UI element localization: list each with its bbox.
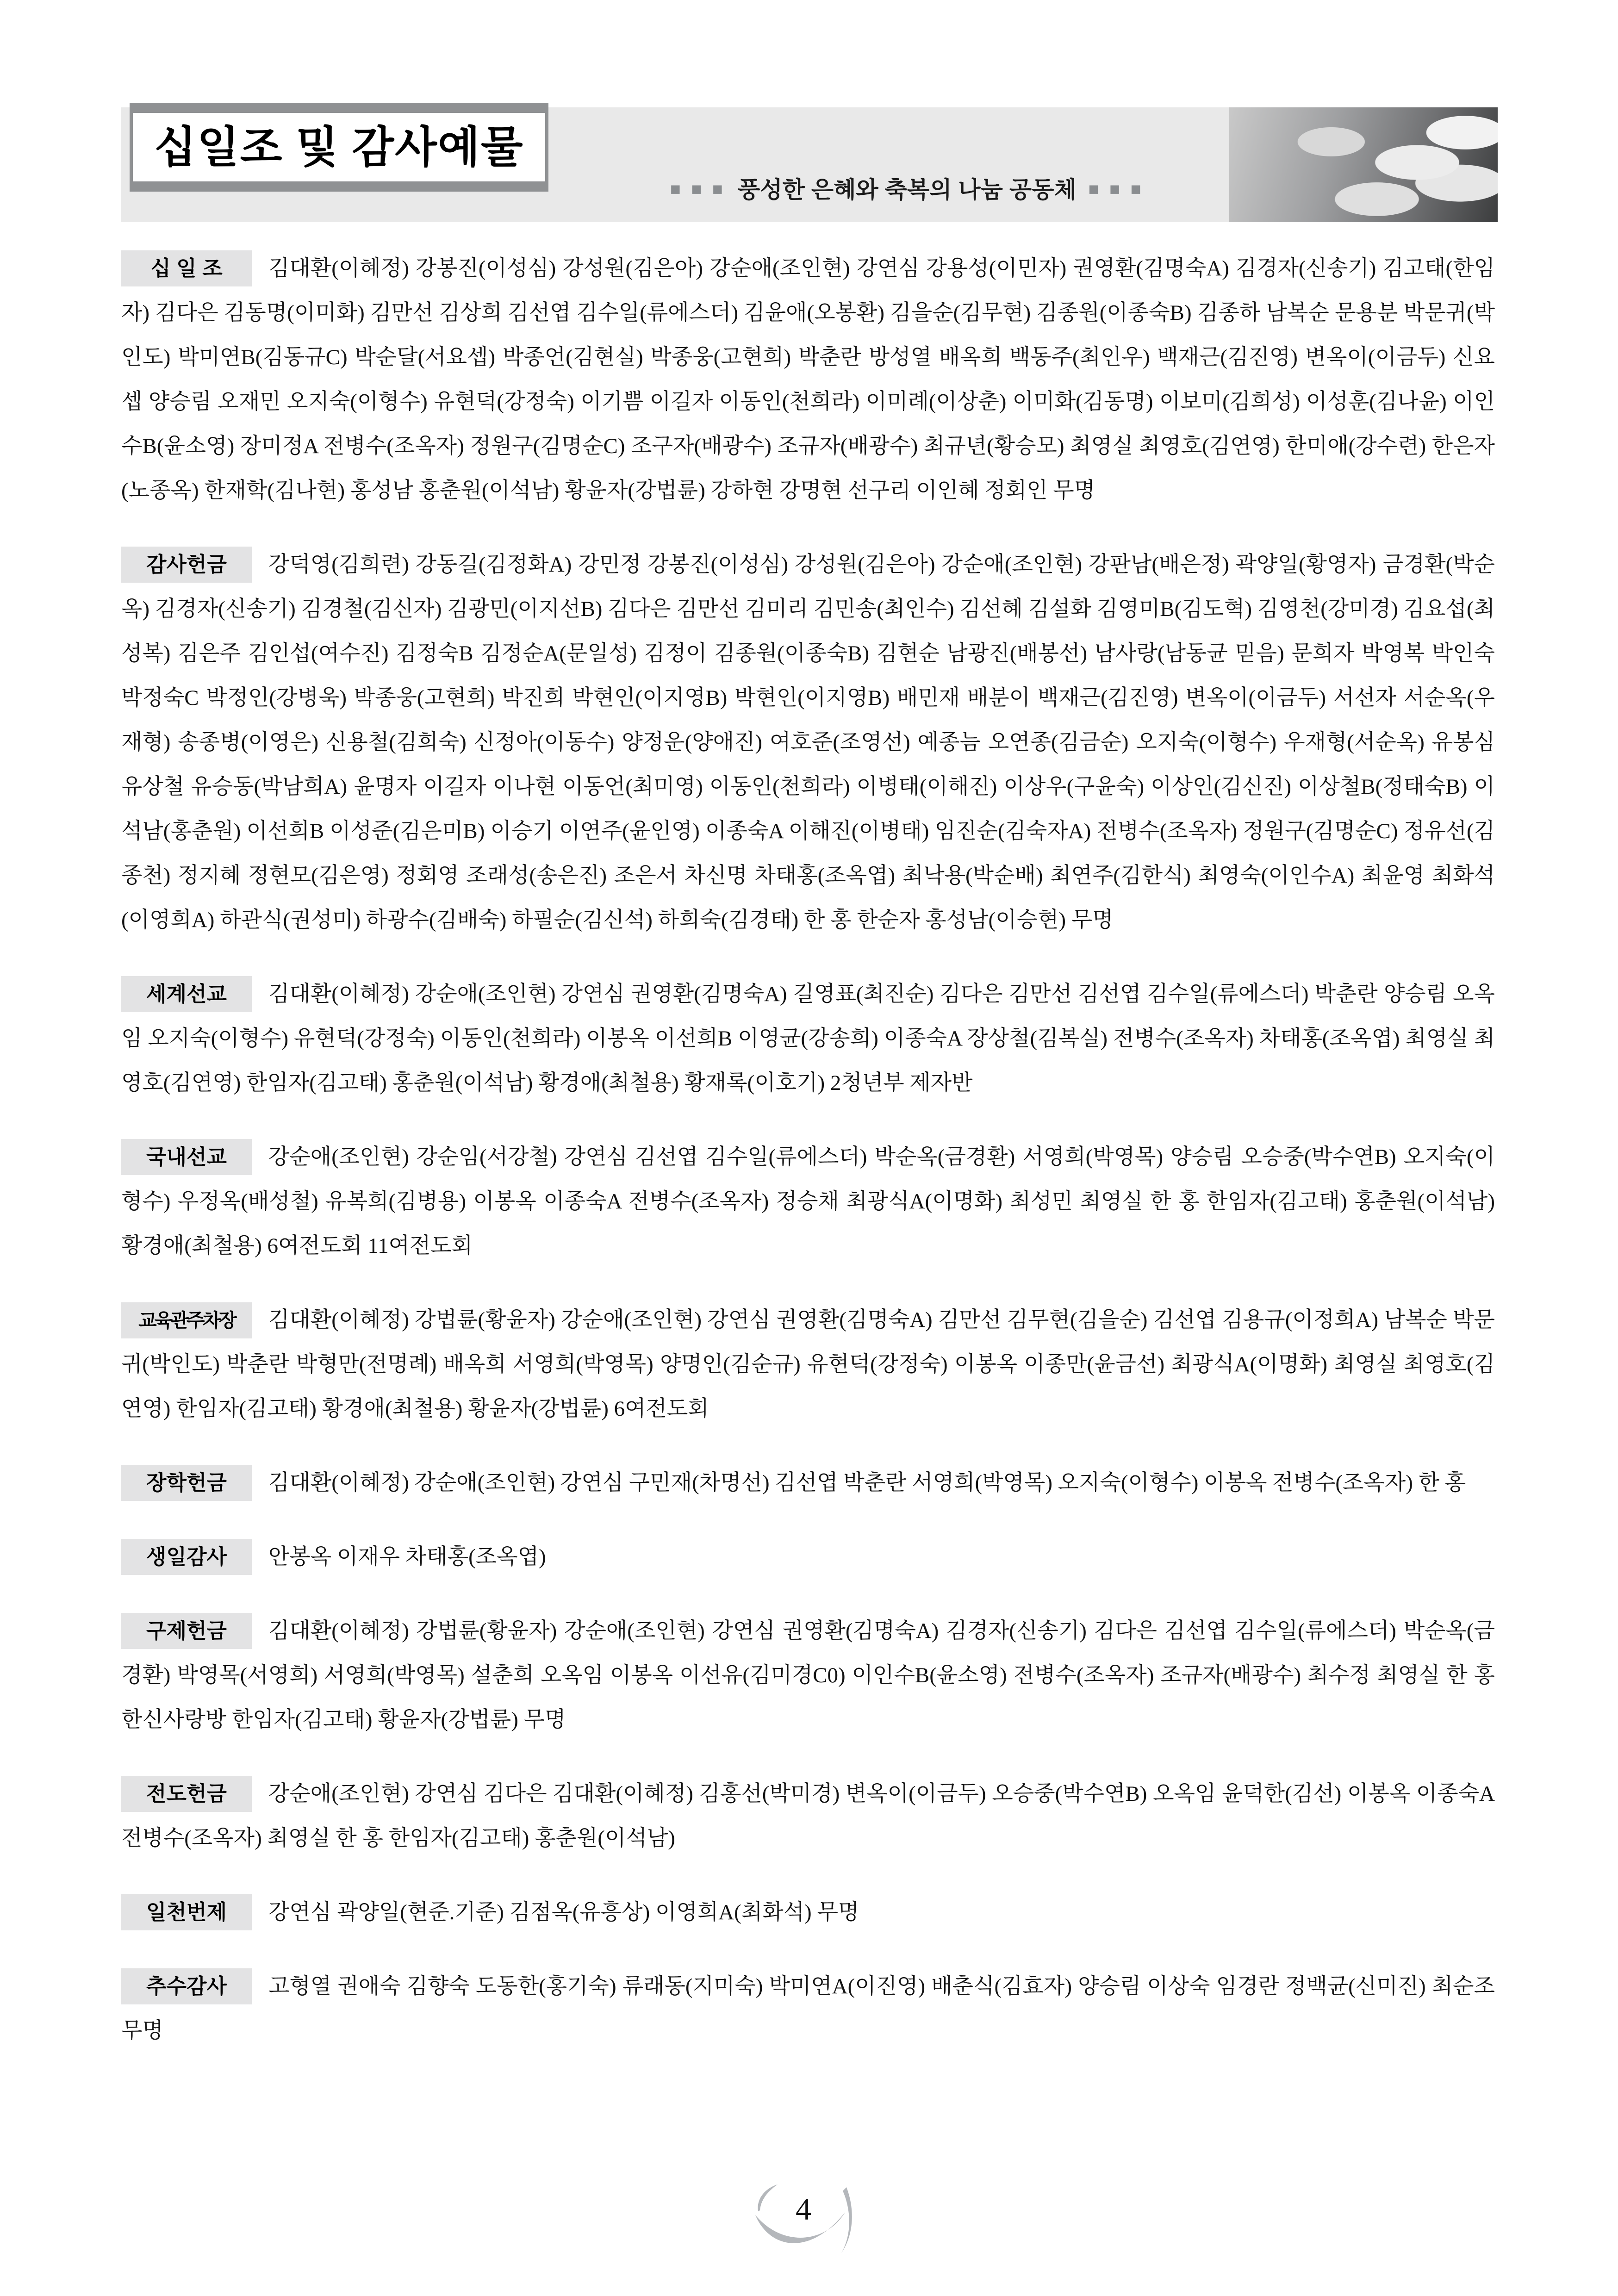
section-label: 국내선교 <box>121 1139 252 1175</box>
section-label: 추수감사 <box>121 1968 252 2004</box>
section-label: 감사헌금 <box>121 547 252 583</box>
section-label: 구제헌금 <box>121 1613 252 1649</box>
offering-section <box>121 1298 1495 1431</box>
section-label: 십 일 조 <box>121 250 252 286</box>
page-subtitle <box>658 171 1156 205</box>
section-names: 김대환(이혜정) 강순애(조인현) 강연심 구민재(차명선) 김선엽 박춘란 서영희(박영목) 오지숙(이형수) 이봉옥 전병수(조옥자) 한 홍 <box>268 1471 1466 1495</box>
section-names: 김대환(이혜정) 강봉진(이성심) 강성원(김은아) 강순애(조인현) 강연심 강용성(이민자) 권영환(김명숙A) 김경자(신송기) 김고태(한임자) 김다은 김동명(이미화) 김만선 김상희 김선엽 김수일(류에스더) 김윤애(오봉환) 김을순(김무현) 김종원(이종숙B) 김종하 남복순 문용분 박문귀(박인도) 박미연B(김동규C) 박순달(서요셉) 박종언(김현실) 박종웅(고현희) 박춘란 방성열 배옥희 백동주(최인우) 백재근(김진영) 변옥이(이금두) 신요셉 양승림 오재민 오지숙(이형수) 유현덕(강정숙) 이기쁨 이길자 이동인(천희라) 이미례(이상춘) 이미화(김동명) 이보미(김희성) 이성훈(김나윤) 이인수B(윤소영) 장미정A 전병수(조옥자) 정원구(김명순C) 조구자(배광수) 조규자(배광수) 최규년(황승모) 최영실 최영호(김연영) 한미애(강수련) 한은자(노종옥) 한재학(김나현) 홍성남 홍춘원(이석남) 황윤자(강법륜) 강하현 강명현 선구리 이인혜 정회인 무명 <box>121 256 1495 503</box>
page-header <box>121 107 1498 222</box>
offering-section <box>121 246 1495 513</box>
offering-list <box>121 246 1495 2083</box>
offering-section <box>121 1535 1495 1579</box>
section-names: 김대환(이혜정) 강법륜(황윤자) 강순애(조인현) 강연심 권영환(김명숙A) 김만선 김무현(김을순) 김선엽 김용규(이정희A) 남복순 박문귀(박인도) 박춘란 박형만(전명례) 배옥희 서영희(박영목) 양명인(김순규) 유현덕(강정숙) 이봉옥 이종만(윤금선) 최광식A(이명화) 최영실 최영호(김연영) 한임자(김고태) 황경애(최철용) 황윤자(강법륜) 6여전도회 <box>121 1308 1495 1421</box>
section-label: 교육관주차장 <box>121 1302 252 1338</box>
section-names: 강덕영(김희련) 강동길(김정화A) 강민정 강봉진(이성심) 강성원(김은아) 강순애(조인현) 강판남(배은정) 곽양일(황영자) 금경환(박순옥) 김경자(신송기) 김경철(김신자) 김광민(이지선B) 김다은 김만선 김미리 김민송(최인수) 김선혜 김설화 김영미B(김도혁) 김영천(강미경) 김요섭(최성복) 김은주 김인섭(여수진) 김정숙B 김정순A(문일성) 김정이 김종원(이종숙B) 김현순 남광진(배봉선) 남사랑(남동균 믿음) 문희자 박영복 박인숙 박정숙C 박정인(강병욱) 박종웅(고현희) 박진희 박현인(이지영B) 박현인(이지영B) 배민재 배분이 백재근(김진영) 변옥이(이금두) 서선자 서순옥(우재형) 송종병(이영은) 신용철(김희숙) 신정아(이동수) 양정운(양애진) 여호준(조영선) 예종늠 오연종(김금순) 오지숙(이형수) 우재형(서순옥) 유봉심 유상철 유승동(박남희A) 윤명자 이길자 이나현 이동언(최미영) 이동인(천희라) 이병태(이해진) 이상우(구윤숙) 이상인(김신진) 이상철B(정태숙B) 이석남(홍춘원) 이선희B 이성준(김은미B) 이승기 이연주(윤인영) 이종숙A 이해진(이병태) 임진순(김숙자A) 전병수(조옥자) 정원구(김명순C) 정유선(김종천) 정지혜 정현모(김은영) 정회영 조래성(송은진) 조은서 차신명 차태홍(조옥엽) 최낙용(박순배) 최연주(김한식) 최영숙(이인수A) 최윤영 최화석(이영희A) 하관식(권성미) 하광수(김배숙) 하필순(김신석) 하희숙(김경태) 한 홍 한순자 홍성남(이승현) 무명 <box>121 553 1495 932</box>
page-title: 십일조 및 감사예물 <box>154 123 524 171</box>
section-names: 고형열 권애숙 김향숙 도동한(홍기숙) 류래동(지미숙) 박미연A(이진영) 배춘식(김효자) 양승림 이상숙 임경란 정백균(신미진) 최순조 무명 <box>121 1974 1495 2043</box>
page-title-box <box>130 103 548 192</box>
page-footer <box>731 2184 889 2276</box>
section-label: 일천번제 <box>121 1894 252 1930</box>
page-number: 4 <box>796 2191 811 2227</box>
hand-plant-photo <box>1229 107 1498 222</box>
decor-squares-right-icon: ■ ■ ■ <box>1088 180 1144 199</box>
decor-squares-left-icon: ■ ■ ■ <box>670 180 726 199</box>
subtitle-text: 풍성한 은혜와 축복의 나눔 공동체 <box>737 177 1077 203</box>
section-label: 세계선교 <box>121 976 252 1012</box>
section-label: 장학헌금 <box>121 1465 252 1501</box>
section-names: 강순애(조인현) 강연심 김다은 김대환(이혜정) 김홍선(박미경) 변옥이(이금두) 오승중(박수연B) 오옥임 윤덕한(김선) 이봉옥 이종숙A 전병수(조옥자) 최영실 한 홍 한임자(김고태) 홍춘원(이석남) <box>121 1782 1495 1850</box>
section-label: 전도헌금 <box>121 1776 252 1812</box>
section-names: 강연심 곽양일(현준.기준) 김점옥(유흥상) 이영희A(최화석) 무명 <box>268 1900 859 1924</box>
section-label: 생일감사 <box>121 1539 252 1575</box>
section-names: 김대환(이혜정) 강법륜(황윤자) 강순애(조인현) 강연심 권영환(김명숙A) 김경자(신송기) 김다은 김선엽 김수일(류에스더) 박순옥(금경환) 박영목(서영희) 서영희(박영목) 설춘희 오옥임 이봉옥 이선유(김미경C0) 이인수B(윤소영) 전병수(조옥자) 조규자(배광수) 최수정 최영실 한 홍 한신사랑방 한임자(김고태) 황윤자(강법륜) 무명 <box>121 1619 1495 1732</box>
offering-section <box>121 972 1495 1105</box>
offering-section <box>121 542 1495 942</box>
offering-section <box>121 1609 1495 1742</box>
offering-section <box>121 1772 1495 1860</box>
section-names: 강순애(조인현) 강순임(서강철) 강연심 김선엽 김수일(류에스더) 박순옥(금경환) 서영희(박영목) 양승림 오승중(박수연B) 오지숙(이형수) 우정옥(배성철) 유복희(김병용) 이봉옥 이종숙A 전병수(조옥자) 정승채 최광식A(이명화) 최성민 최영실 한 홍 한임자(김고태) 홍춘원(이석남) 황경애(최철용) 6여전도회 11여전도회 <box>121 1145 1495 1258</box>
offering-section <box>121 1964 1495 2053</box>
offering-section <box>121 1890 1495 1935</box>
section-names: 김대환(이혜정) 강순애(조인현) 강연심 권영환(김명숙A) 길영표(최진순) 김다은 김만선 김선엽 김수일(류에스더) 박춘란 양승림 오옥임 오지숙(이형수) 유현덕(강정숙) 이동인(천희라) 이봉옥 이선희B 이영균(강송희) 이종숙A 장상철(김복실) 전병수(조옥자) 차태홍(조옥엽) 최영실 최영호(김연영) 한임자(김고태) 홍춘원(이석남) 황경애(최철용) 황재록(이호기) 2청년부 제자반 <box>121 982 1495 1095</box>
offering-section <box>121 1135 1495 1268</box>
section-names: 안봉옥 이재우 차태홍(조옥엽) <box>268 1545 546 1569</box>
offering-section <box>121 1461 1495 1505</box>
